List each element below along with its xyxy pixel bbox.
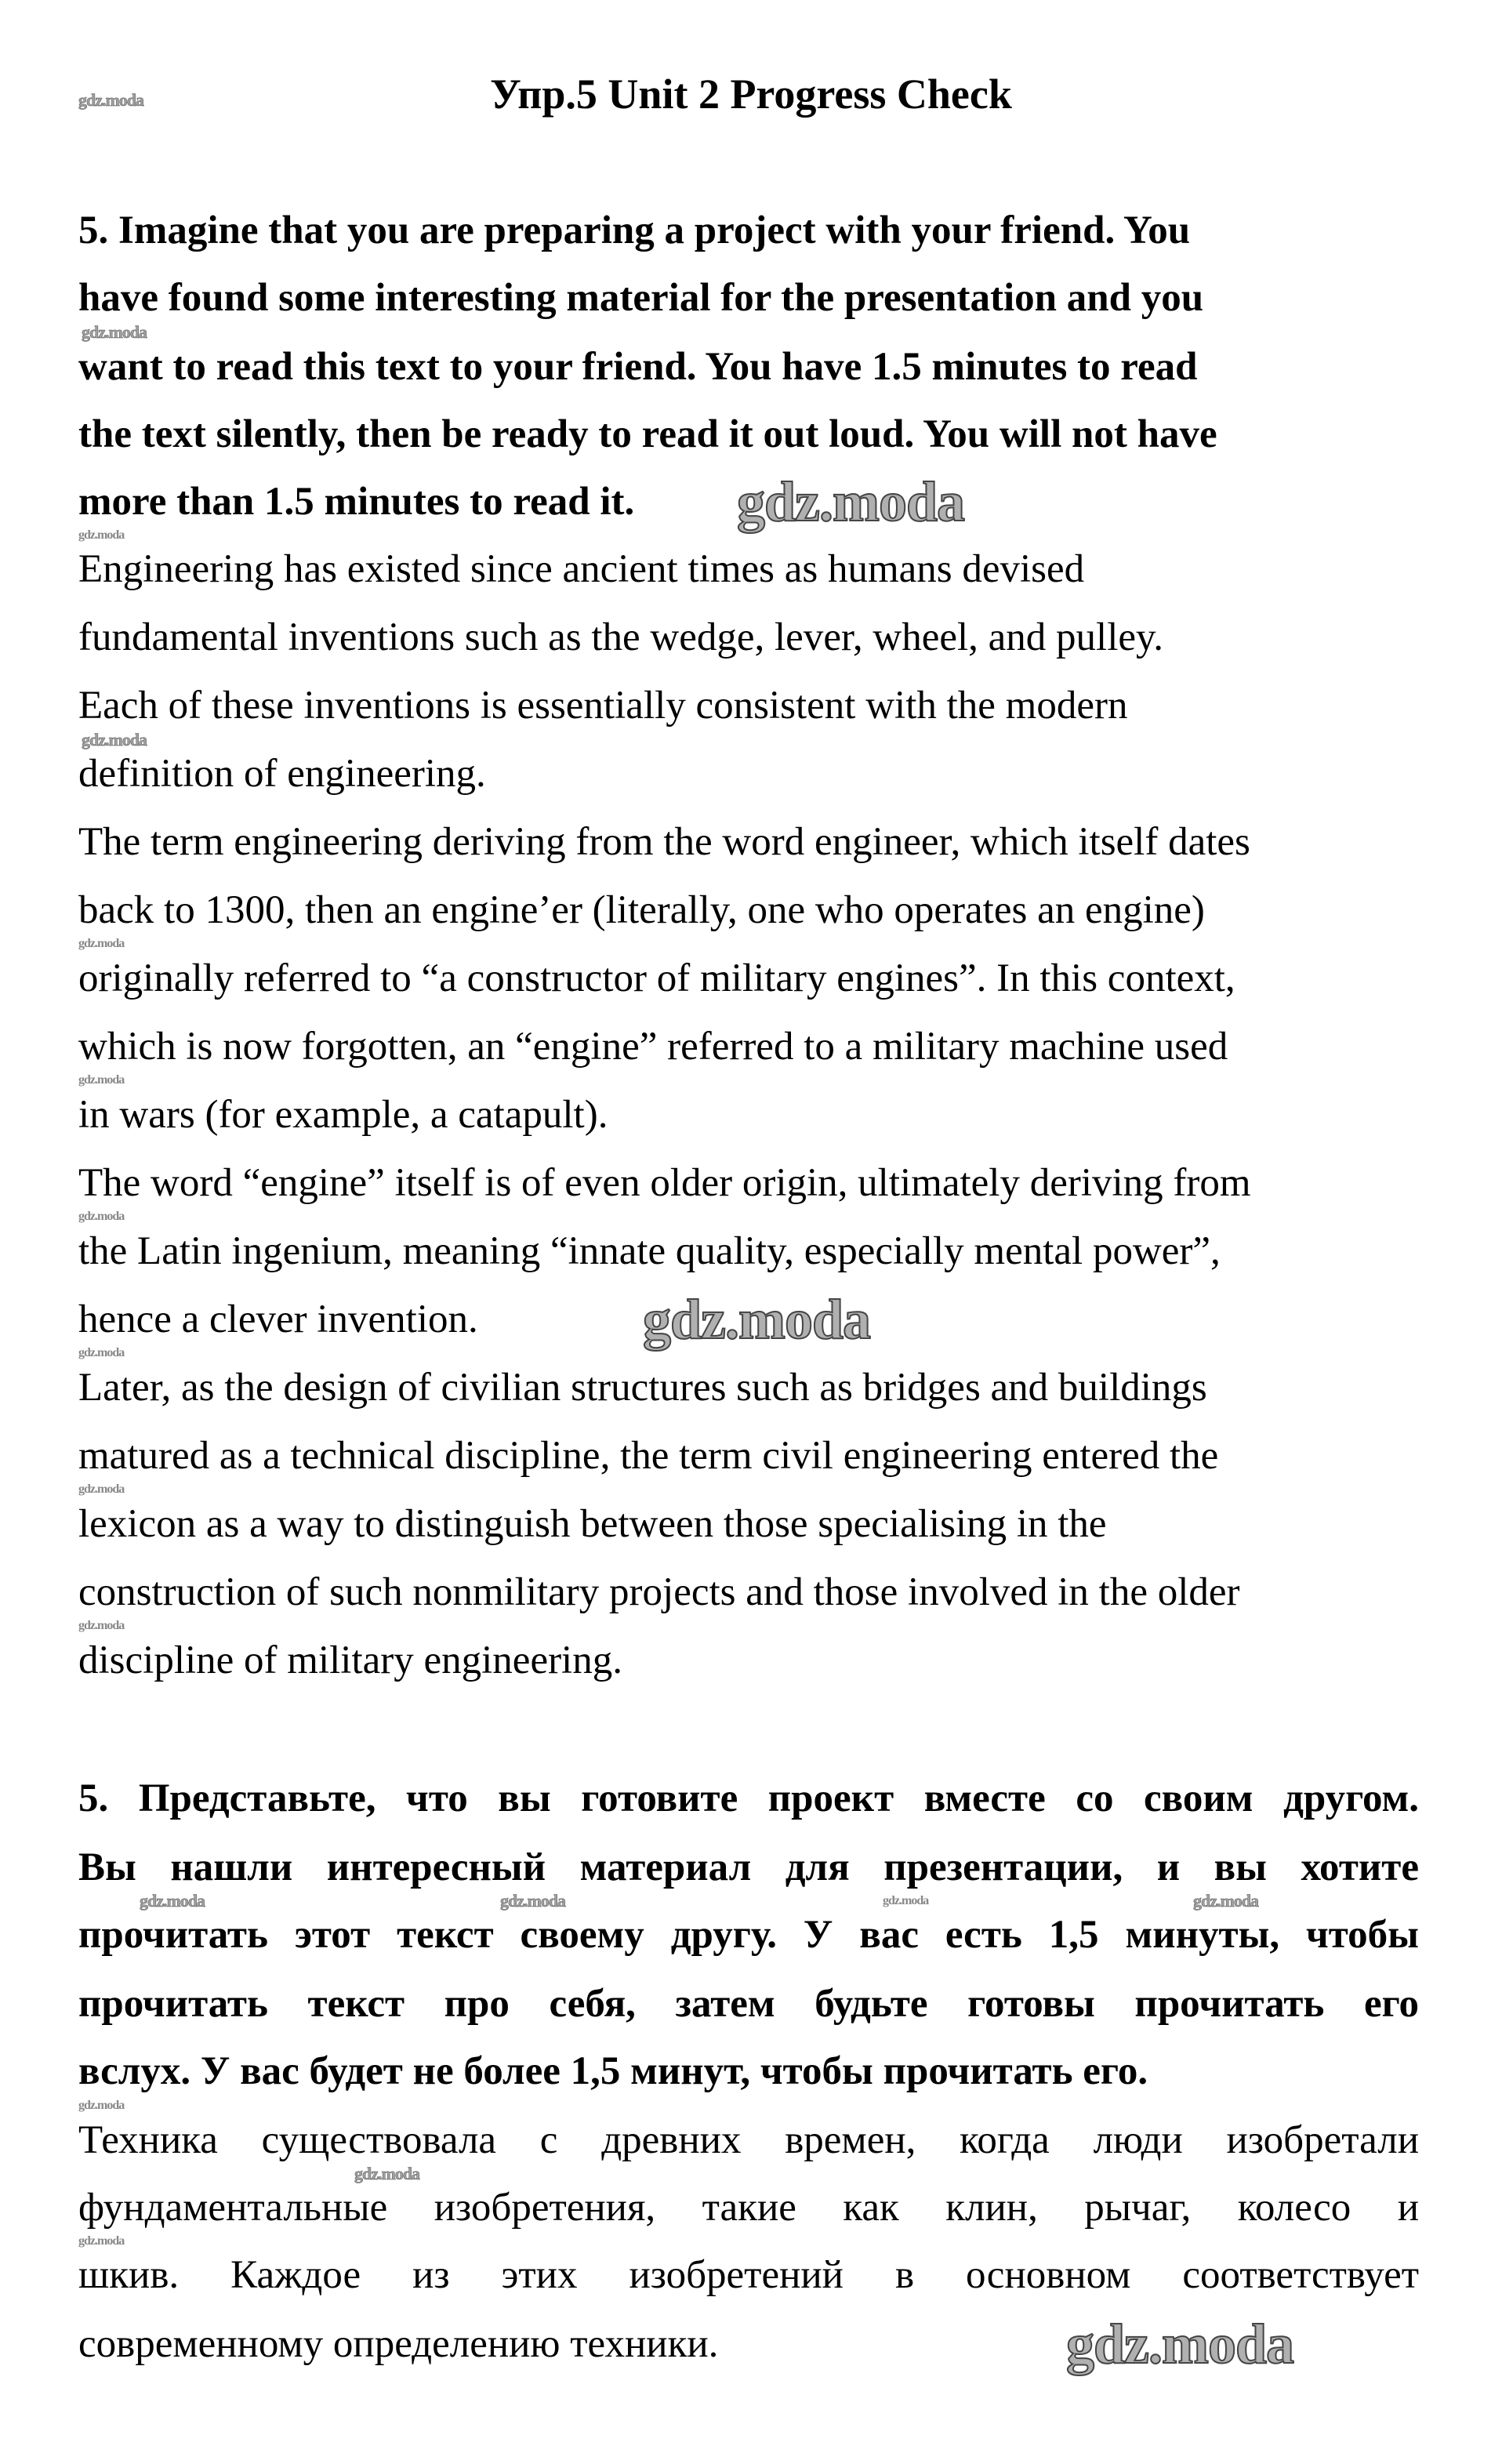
task-ru-line: Вы нашли интересный материал для презентации, и вы хотите [78, 1845, 1419, 1889]
task-en-line: the text silently, then be ready to read it out loud. You will not have [78, 412, 1217, 456]
watermark-logo: gdz.moda [78, 1073, 125, 1087]
text-en-line: The word “engine” itself is of even older origin, ultimately deriving from [78, 1161, 1251, 1205]
watermark-logo: gdz.moda [78, 1482, 125, 1496]
task-ru-line: 5. Представьте, что вы готовите проект вместе со своим другом. [78, 1776, 1419, 1820]
text-en-line: lexicon as a way to distinguish between those specialising in the [78, 1502, 1107, 1546]
text-en-line: Later, as the design of civilian structures such as bridges and buildings [78, 1366, 1207, 1410]
watermark-logo: gdz.moda [78, 528, 125, 542]
watermark-logo: gdz.moda [1066, 2313, 1294, 2375]
text-en-line: matured as a technical discipline, the term civil engineering entered the [78, 1434, 1219, 1478]
text-en-line: construction of such nonmilitary projects and those involved in the older [78, 1570, 1240, 1614]
text-en-line: back to 1300, then an engine’er (literally, one who operates an engine) [78, 888, 1205, 932]
watermark-logo: gdz.moda [1193, 1891, 1259, 1911]
task-en-line: 5. Imagine that you are preparing a project with your friend. You [78, 209, 1191, 252]
text-en-line: originally referred to “a constructor of military engines”. In this context, [78, 956, 1235, 1000]
watermark-logo: gdz.moda [500, 1891, 566, 1911]
text-en-line: which is now forgotten, an “engine” referred to a military machine used [78, 1025, 1228, 1069]
text-en-line: definition of engineering. [78, 752, 486, 796]
page-title: Упр.5 Unit 2 Progress Check [490, 71, 1012, 118]
task-ru-line: вслух. У вас будет не более 1,5 минут, чтобы прочитать его. [78, 2049, 1148, 2093]
watermark-logo: gdz.moda [82, 322, 147, 342]
text-en-line: in wars (for example, a catapult). [78, 1093, 608, 1137]
watermark-logo: gdz.moda [354, 2164, 420, 2183]
text-en-line: discipline of military engineering. [78, 1638, 622, 1682]
watermark-logo: gdz.moda [78, 2099, 125, 2112]
task-ru-line: прочитать этот текст своему другу. У вас есть 1,5 минуты, чтобы [78, 1913, 1419, 1957]
text-ru-line: фундаментальные изобретения, такие как клин, рычаг, колесо и [78, 2186, 1419, 2230]
text-ru-line: шкив. Каждое из этих изобретений в основном соответствует [78, 2253, 1419, 2297]
text-en-line: fundamental inventions such as the wedge, lever, wheel, and pulley. [78, 615, 1163, 659]
watermark-logo: gdz.moda [78, 937, 125, 950]
watermark-logo: gdz.moda [78, 2234, 125, 2248]
task-en-line: have found some interesting material for the presentation and you [78, 276, 1204, 320]
watermark-logo: gdz.moda [737, 470, 965, 533]
task-en-line: more than 1.5 minutes to read it. [78, 480, 635, 524]
watermark-logo: gdz.moda [643, 1288, 871, 1351]
watermark-logo: gdz.moda [82, 730, 147, 749]
text-en-line: Each of these inventions is essentially consistent with the modern [78, 684, 1128, 728]
text-en-line: the Latin ingenium, meaning “innate quality, especially mental power”, [78, 1229, 1221, 1273]
task-en-line: want to read this text to your friend. You have 1.5 minutes to read [78, 345, 1198, 389]
watermark-logo: gdz.moda [78, 1210, 125, 1223]
task-ru-line: прочитать текст про себя, затем будьте готовы прочитать его [78, 1982, 1419, 2026]
watermark-logo: gdz.moda [78, 1346, 125, 1359]
watermark-logo: gdz.moda [78, 90, 144, 110]
text-ru-line: Техника существовала с древних времен, когда люди изобретали [78, 2118, 1419, 2162]
text-en-line: Engineering has existed since ancient times as humans devised [78, 547, 1085, 591]
text-ru-line: современному определению техники. [78, 2322, 719, 2366]
watermark-logo: gdz.moda [78, 1619, 125, 1632]
watermark-logo: gdz.moda [140, 1891, 205, 1911]
watermark-logo: gdz.moda [883, 1894, 929, 1907]
text-en-line: The term engineering deriving from the word engineer, which itself dates [78, 820, 1250, 864]
text-en-line: hence a clever invention. [78, 1297, 478, 1341]
